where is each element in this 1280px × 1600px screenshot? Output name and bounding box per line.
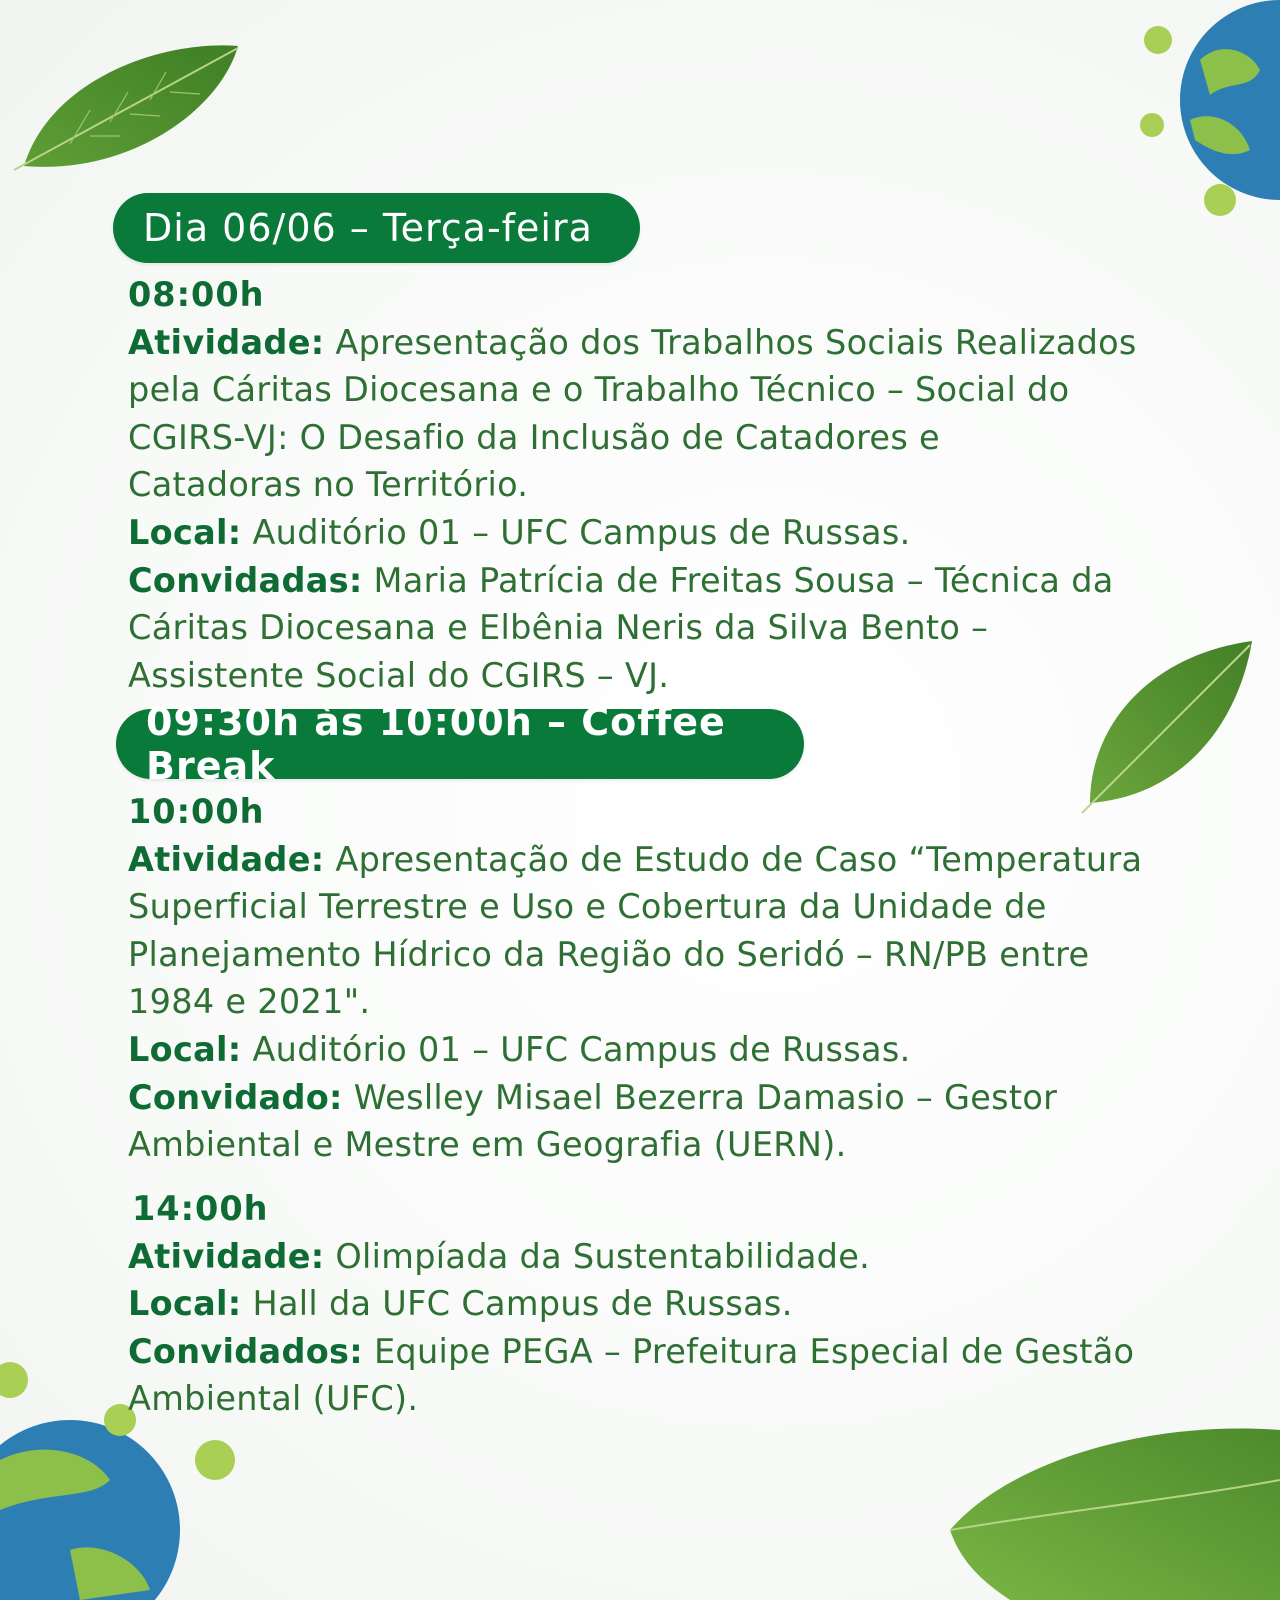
day-header-pill [113, 193, 640, 263]
guests-line [128, 1328, 1148, 1376]
activity-line [128, 836, 1148, 884]
guests-label: Convidadas: [128, 560, 363, 600]
local-line [128, 509, 1148, 557]
guests-line [128, 1074, 1148, 1122]
activity-line [128, 319, 1148, 367]
guests-text: Cáritas Diocesana e Elbênia Neris da Silva Bento – [128, 608, 989, 648]
leaf-icon [950, 1420, 1280, 1600]
local-line [128, 1280, 1148, 1328]
local-text: Auditório 01 – UFC Campus de Russas. [252, 1029, 911, 1069]
local-line [128, 1026, 1148, 1074]
session-block [128, 1185, 1148, 1423]
day-header-text: Dia 06/06 – Terça-feira [143, 206, 593, 250]
guests-text: Ambiental (UFC). [128, 1379, 419, 1419]
session-block [128, 271, 1148, 699]
guests-text: Equipe PEGA – Prefeitura Especial de Gestão [373, 1331, 1135, 1371]
activity-text: CGIRS-VJ: O Desafio da Inclusão de Catadores e [128, 417, 940, 457]
globe-icon [1130, 0, 1280, 220]
local-text: Hall da UFC Campus de Russas. [252, 1284, 793, 1324]
session-time: 08:00h [128, 275, 265, 314]
local-label: Local: [128, 1284, 242, 1324]
session-time: 10:00h [128, 792, 265, 831]
activity-label: Atividade: [128, 322, 325, 362]
local-label: Local: [128, 1029, 242, 1069]
activity-label: Atividade: [128, 1236, 325, 1276]
activity-text: Apresentação de Estudo de Caso “Temperatura [335, 839, 1143, 879]
guests-text: Assistente Social do CGIRS – VJ. [128, 655, 670, 695]
guests-label: Convidado: [128, 1077, 343, 1117]
coffee-break-text: 09:30h às 10:00h – Coffee Break [146, 700, 726, 788]
guests-text: Ambiental e Mestre em Geografia (UERN). [128, 1125, 847, 1165]
activity-text: Olimpíada da Sustentabilidade. [335, 1236, 871, 1276]
guests-text: Maria Patrícia de Freitas Sousa – Técnica da [373, 560, 1114, 600]
session-block [128, 788, 1148, 1169]
activity-line [128, 1233, 1148, 1281]
leaf-icon [10, 40, 250, 175]
activity-label: Atividade: [128, 839, 325, 879]
local-label: Local: [128, 512, 242, 552]
activity-text: Apresentação dos Trabalhos Sociais Realizados [335, 322, 1137, 362]
guests-label: Convidados: [128, 1331, 363, 1371]
guests-line [128, 557, 1148, 605]
session-time: 14:00h [132, 1189, 269, 1228]
activity-text: 1984 e 2021". [128, 982, 371, 1022]
activity-text: Catadoras no Território. [128, 465, 529, 505]
activity-text: pela Cáritas Diocesana e o Trabalho Técnico – Social do [128, 370, 1070, 410]
activity-text: Planejamento Hídrico da Região do Seridó – RN/PB entre [128, 934, 1090, 974]
activity-text: Superficial Terrestre e Uso e Cobertura da Unidade de [128, 887, 1047, 927]
local-text: Auditório 01 – UFC Campus de Russas. [252, 512, 911, 552]
coffee-break-pill [116, 700, 804, 788]
guests-text: Weslley Misael Bezerra Damasio – Gestor [353, 1077, 1058, 1117]
